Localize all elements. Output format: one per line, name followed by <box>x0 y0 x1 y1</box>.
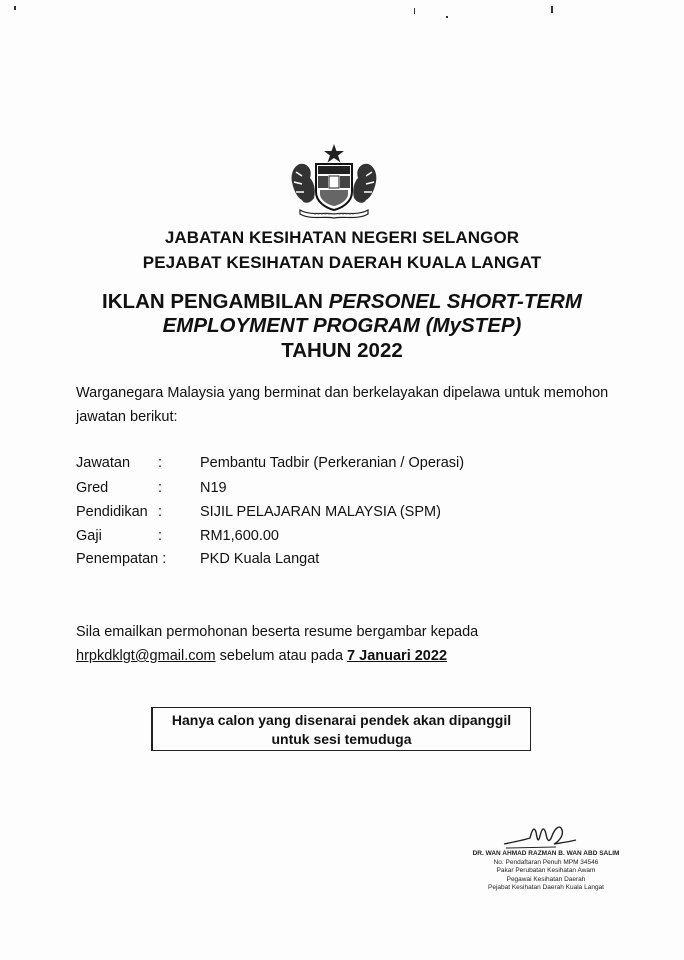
department-name: JABATAN KESIHATAN NEGERI SELANGOR <box>164 228 520 247</box>
office-name: PEJABAT KESIHATAN DAERAH KUALA LANGAT <box>142 253 542 272</box>
signatory-title: Pakar Perubatan Kesihatan Awam <box>496 867 596 875</box>
shortlist-notice-box <box>151 707 531 751</box>
application-email-line <box>76 648 447 664</box>
intro-text-line-1: Warganegara Malaysia yang berminat dan berkelayakan dipelawa untuk memohon <box>76 385 609 401</box>
intro-text-line-2: jawatan berikut: <box>76 409 178 425</box>
detail-separator: : <box>158 480 163 496</box>
signature-block <box>456 850 636 893</box>
detail-value: N19 <box>200 480 227 496</box>
notice-line-2: untuk sesi temuduga <box>271 731 412 747</box>
detail-label: Pendidikan <box>76 504 148 520</box>
scan-speck <box>14 6 16 10</box>
detail-label: Penempatan : <box>76 551 167 567</box>
application-instruction: Sila emailkan permohonan beserta resume bergambar kepada <box>76 624 479 640</box>
ad-title-italic: PERSONEL SHORT-TERM <box>328 290 582 313</box>
detail-separator: : <box>158 504 163 520</box>
detail-label: Gred <box>76 480 109 496</box>
detail-value: RM1,600.00 <box>200 528 279 544</box>
deadline-date: 7 Januari 2022 <box>347 648 448 664</box>
ad-title-plain: IKLAN PENGAMBILAN <box>102 290 323 313</box>
signatory-registration: No. Pendaftaran Penuh MPM 34546 <box>493 858 599 866</box>
signatory-position: Pegawai Kesihatan Daerah <box>506 875 586 883</box>
detail-value: PKD Kuala Langat <box>200 551 320 567</box>
signatory-name: DR. WAN AHMAD RAZMAN B. WAN ABD SALIM <box>472 850 620 857</box>
detail-value: SIJIL PELAJARAN MALAYSIA (SPM) <box>200 504 441 520</box>
ad-title-line-2: EMPLOYMENT PROGRAM (MySTEP) <box>162 314 522 337</box>
detail-separator: : <box>158 455 163 471</box>
notice-line-1: Hanya calon yang disenarai pendek akan dipanggil <box>171 712 512 728</box>
ad-title-line-1 <box>0 290 684 314</box>
scan-speck <box>551 6 553 13</box>
handwritten-signature-icon <box>500 818 580 854</box>
detail-label: Jawatan <box>76 455 131 471</box>
detail-value: Pembantu Tadbir (Perkeranian / Operasi) <box>200 455 465 471</box>
coat-of-arms-icon <box>284 142 384 220</box>
ad-title-year: TAHUN 2022 <box>281 339 403 362</box>
detail-separator: : <box>158 528 163 544</box>
email-link[interactable]: hrpkdklgt@gmail.com <box>76 648 216 664</box>
deadline-prefix: sebelum atau pada <box>219 648 344 664</box>
detail-label: Gaji <box>76 528 102 544</box>
signatory-office: Pejabat Kesihatan Daerah Kuala Langat <box>487 884 604 892</box>
scan-speck <box>446 16 448 18</box>
scan-speck <box>414 8 415 14</box>
